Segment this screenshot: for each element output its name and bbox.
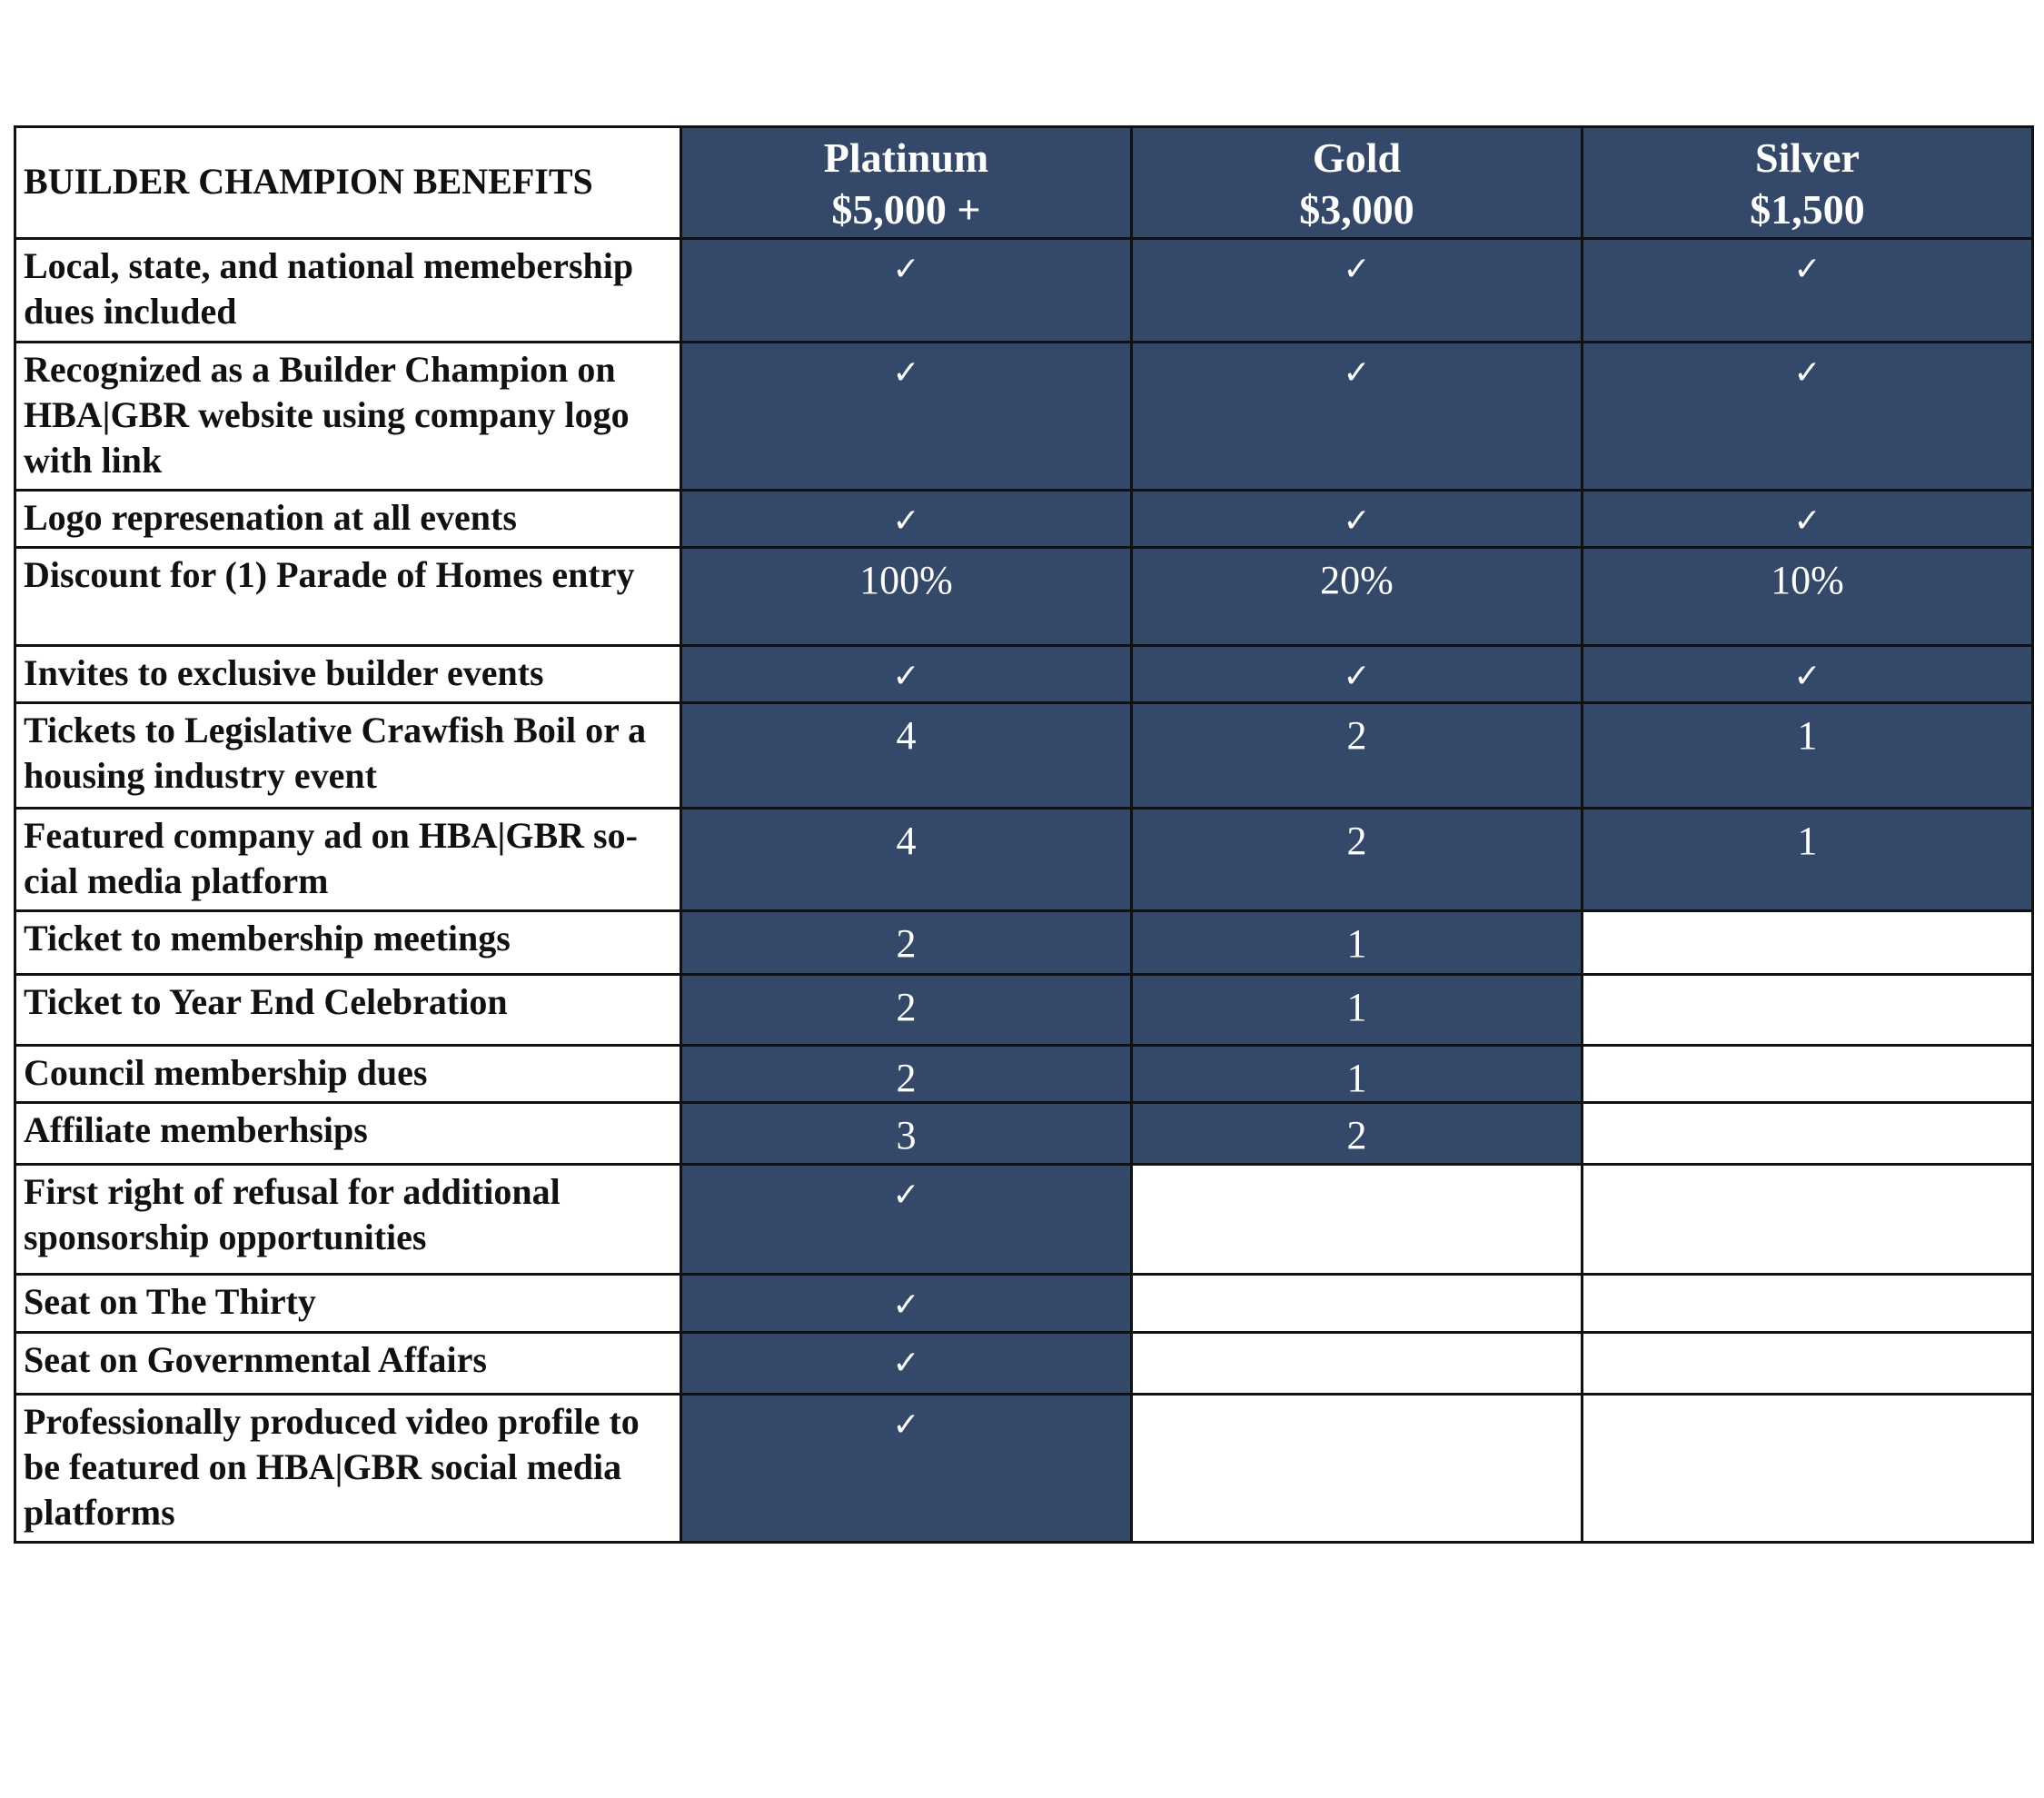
tier-value: 1 — [1583, 809, 2033, 911]
table-row — [15, 548, 2033, 646]
check-icon: ✓ — [1132, 491, 1583, 548]
benefit-label: Professionally produced video profile to be featured on HBA|GBR social media platforms — [15, 1395, 681, 1543]
tier-value: 10% — [1583, 548, 2033, 646]
check-icon: ✓ — [681, 1165, 1132, 1275]
tier-value: 2 — [681, 1046, 1132, 1103]
tier-value: 1 — [1132, 911, 1583, 975]
empty-cell — [1132, 1333, 1583, 1395]
benefit-label: Seat on Governmental Affairs — [15, 1333, 681, 1395]
tier-price: $5,000 + — [831, 186, 981, 233]
benefit-label: Invites to exclusive builder events — [15, 646, 681, 703]
tier-name: Gold — [1312, 134, 1402, 181]
header-row — [15, 127, 2033, 239]
empty-cell — [1132, 1395, 1583, 1543]
tier-name: Silver — [1755, 134, 1860, 181]
tier-value: 1 — [1132, 1046, 1583, 1103]
empty-cell — [1132, 1165, 1583, 1275]
tier-price: $1,500 — [1750, 186, 1865, 233]
empty-cell — [1583, 911, 2033, 975]
table-row — [15, 1046, 2033, 1103]
table-row — [15, 343, 2033, 491]
table-row — [15, 1395, 2033, 1543]
tier-value: 20% — [1132, 548, 1583, 646]
tier-value: 100% — [681, 548, 1132, 646]
table-row — [15, 1165, 2033, 1275]
tier-value: 1 — [1132, 975, 1583, 1046]
table-title: BUILDER CHAMPION BENEFITS — [15, 127, 681, 239]
tier-name: Platinum — [823, 134, 989, 181]
empty-cell — [1583, 1046, 2033, 1103]
table-row — [15, 809, 2033, 911]
benefit-rows — [15, 239, 2033, 1543]
check-icon: ✓ — [1583, 491, 2033, 548]
table-row — [15, 1333, 2033, 1395]
benefit-label: Seat on The Thirty — [15, 1275, 681, 1333]
empty-cell — [1583, 1103, 2033, 1165]
tier-value: 3 — [681, 1103, 1132, 1165]
benefit-label: Discount for (1) Parade of Homes entry — [15, 548, 681, 646]
check-icon: ✓ — [681, 491, 1132, 548]
tier-price: $3,000 — [1299, 186, 1414, 233]
check-icon: ✓ — [1583, 343, 2033, 491]
table-row — [15, 646, 2033, 703]
check-icon: ✓ — [681, 1275, 1132, 1333]
benefits-table — [14, 125, 2034, 1544]
check-icon: ✓ — [1132, 646, 1583, 703]
table-row — [15, 491, 2033, 548]
table-row — [15, 911, 2033, 975]
table-row — [15, 1275, 2033, 1333]
benefit-label: Ticket to Year End Celebration — [15, 975, 681, 1046]
tier-gold-header — [1132, 127, 1583, 239]
tier-value: 2 — [1132, 703, 1583, 809]
benefit-label: Ticket to membership meetings — [15, 911, 681, 975]
check-icon: ✓ — [1132, 343, 1583, 491]
empty-cell — [1583, 975, 2033, 1046]
table-row — [15, 975, 2033, 1046]
tier-silver-header — [1583, 127, 2033, 239]
empty-cell — [1583, 1395, 2033, 1543]
empty-cell — [1583, 1333, 2033, 1395]
tier-value: 4 — [681, 809, 1132, 911]
empty-cell — [1583, 1275, 2033, 1333]
benefit-label: Recognized as a Builder Champion on HBA|GBR website using company logo with link — [15, 343, 681, 491]
tier-value: 2 — [681, 975, 1132, 1046]
empty-cell — [1583, 1165, 2033, 1275]
benefit-label: Featured company ad on HBA|GBR so-cial media platform — [15, 809, 681, 911]
benefit-label: Logo represenation at all events — [15, 491, 681, 548]
check-icon: ✓ — [1132, 239, 1583, 343]
benefit-label: Affiliate memberhsips — [15, 1103, 681, 1165]
tier-value: 2 — [1132, 809, 1583, 911]
benefit-label: Council membership dues — [15, 1046, 681, 1103]
tier-value: 2 — [1132, 1103, 1583, 1165]
check-icon: ✓ — [681, 1395, 1132, 1543]
tier-value: 1 — [1583, 703, 2033, 809]
benefit-label: Local, state, and national memebership dues included — [15, 239, 681, 343]
check-icon: ✓ — [681, 646, 1132, 703]
check-icon: ✓ — [1583, 239, 2033, 343]
tier-value: 4 — [681, 703, 1132, 809]
check-icon: ✓ — [1583, 646, 2033, 703]
table-row — [15, 239, 2033, 343]
tier-value: 2 — [681, 911, 1132, 975]
check-icon: ✓ — [681, 239, 1132, 343]
table-row — [15, 703, 2033, 809]
table-row — [15, 1103, 2033, 1165]
tier-platinum-header — [681, 127, 1132, 239]
benefit-label: Tickets to Legislative Crawfish Boil or a housing industry event — [15, 703, 681, 809]
check-icon: ✓ — [681, 343, 1132, 491]
empty-cell — [1132, 1275, 1583, 1333]
check-icon: ✓ — [681, 1333, 1132, 1395]
benefit-label: First right of refusal for additional sponsorship opportunities — [15, 1165, 681, 1275]
